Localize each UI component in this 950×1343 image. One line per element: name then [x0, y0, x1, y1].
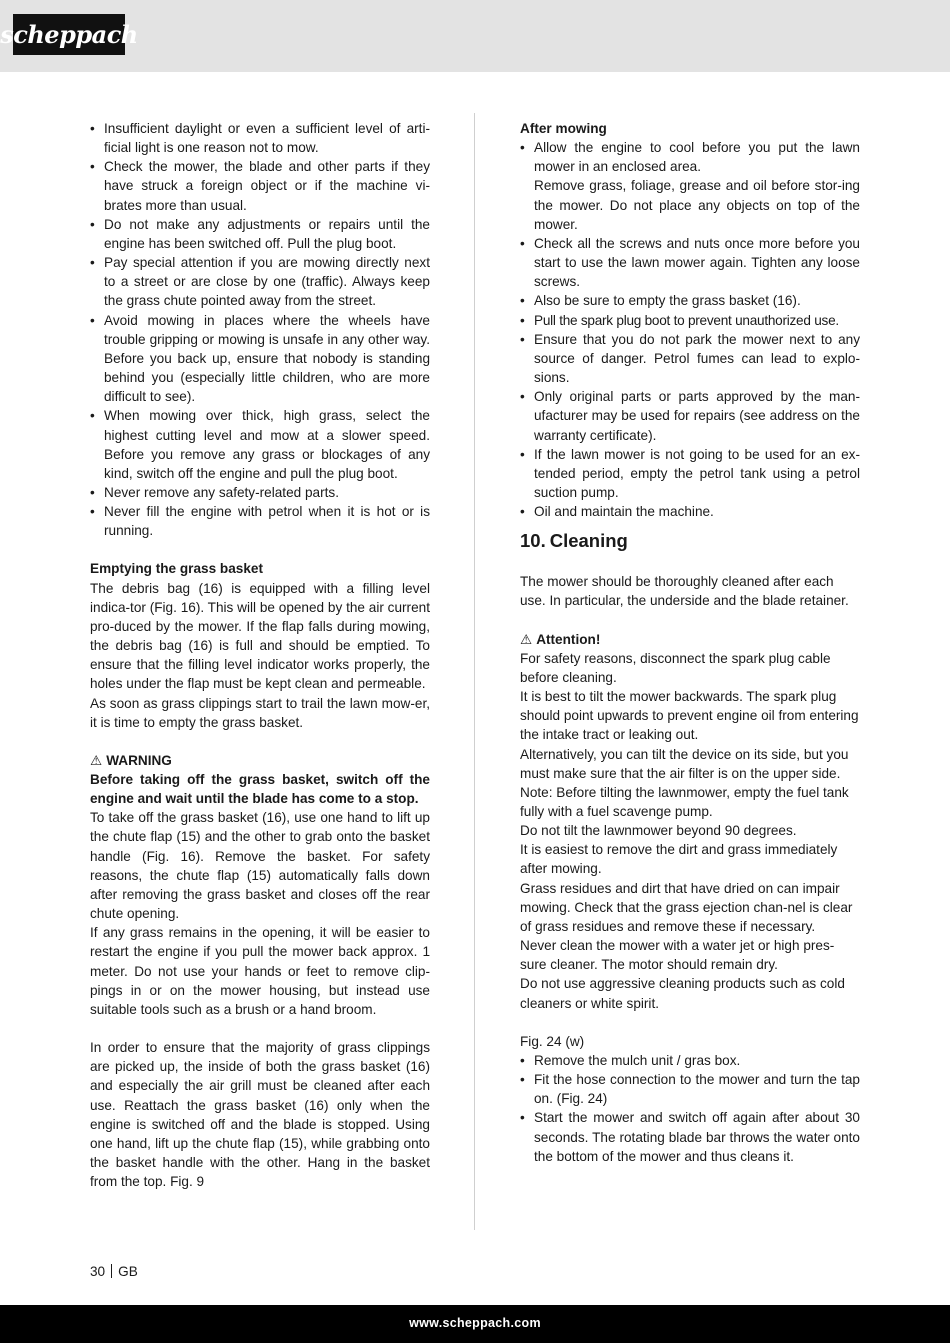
- page-header: [0, 0, 950, 72]
- emptying-paragraph: The debris bag (16) is equipped with a filling level indica-tor (Fig. 16). This will be opened by the air current pro-duced by the mower. If the flap falls during mowing, the debris bag (16) is full and should be emptied. To ensure that the filling level indicator works properly, the holes under the flap must be kept clean and permeable.: [90, 580, 430, 692]
- list-item: • Only original parts or parts approved by the man-ufacturer may be used for repairs (see address on the warranty certificate).: [520, 387, 860, 444]
- section-heading: [520, 529, 860, 553]
- attention-line: It is easiest to remove the dirt and grass immediately after mowing.: [520, 842, 838, 877]
- page-number-value: 30: [90, 1264, 106, 1279]
- safety-list: [90, 119, 430, 540]
- list-item: • Insufficient daylight or even a sufficient level of arti-ficial light is one reason not to mow.: [90, 119, 430, 157]
- list-item: • Avoid mowing in places where the wheels have trouble gripping or mowing is unsafe in any other way. Before you back up, ensure that nobody is standing behind you (especially little children, who are more difficult to see).: [90, 311, 430, 407]
- warning-triangle-icon: ⚠: [520, 631, 533, 647]
- column-divider: [474, 113, 475, 1230]
- website-link[interactable]: www.scheppach.com: [409, 1316, 541, 1330]
- cleaning-steps-list: [520, 1051, 860, 1166]
- scheppach-logo: scheppach: [13, 14, 125, 55]
- list-item-text: Allow the engine to cool before you put the lawn mower in an enclosed area.: [534, 140, 860, 175]
- attention-line: Do not tilt the lawnmower beyond 90 degrees.: [520, 823, 797, 839]
- list-item: • Do not make any adjustments or repairs until the engine has been switched off. Pull the plug boot.: [90, 215, 430, 253]
- attention-line: It is best to tilt the mower backwards. The spark plug should point upwards to prevent engine oil from entering the intake tract or leaking out.: [520, 689, 859, 743]
- attention-line: Grass residues and dirt that have dried on can impair mowing. Check that the grass ejection chan-nel is clear of grass residues and remove these if necessary.: [520, 880, 853, 934]
- section-number: 10.: [520, 530, 546, 552]
- list-item: • Ensure that you do not park the mower next to any source of danger. Petrol fumes can lead to explo-sions.: [520, 330, 860, 387]
- list-item-text: Remove grass, foliage, grease and oil before stor-ing the mower. Do not place any objects on top of the mower.: [534, 178, 860, 232]
- list-item: • If the lawn mower is not going to be used for an ex-tended period, empty the petrol tank using a petrol suction pump.: [520, 445, 860, 502]
- list-item: • Never fill the engine with petrol when it is hot or is running.: [90, 502, 430, 540]
- after-mowing-list: [520, 138, 860, 521]
- list-item: • Oil and maintain the machine.: [520, 502, 860, 521]
- list-item: • Pay special attention if you are mowing directly next to a street or are close by one (traffic). Always keep the grass chute pointed away from the street.: [90, 253, 430, 310]
- page-language: GB: [118, 1264, 138, 1279]
- after-mowing-heading: After mowing: [520, 121, 607, 136]
- reattach-paragraph: In order to ensure that the majority of grass clippings are picked up, the inside of both the grass basket (16) and especially the air grill must be cleaned after each use. Reattach the grass basket (16) only when the engine is switched off and the blade is stopped. Using one hand, lift up the chute flap (15), while grabbing onto the basket handle with the other. Hang in the basket from the top. Fig. 9: [90, 1040, 430, 1190]
- list-item: • Start the mower and switch off again after about 30 seconds. The rotating blade bar throws the water onto the bottom of the mower and thus cleans it.: [520, 1108, 860, 1165]
- list-item: • Pull the spark plug boot to prevent unauthorized use.: [520, 311, 860, 330]
- warning-paragraph-2: If any grass remains in the opening, it will be easier to restart the engine if you pull the mower back approx. 1 meter. Do not use your hands or feet to remove clip-pings in or on the mower housing, but instead use suitable tools such as a brush or a hand broom.: [90, 925, 430, 1017]
- section-title: Cleaning: [549, 530, 628, 552]
- page-footer: [0, 1305, 950, 1343]
- list-item: • Never remove any safety-related parts.: [90, 483, 430, 502]
- list-item: • Check all the screws and nuts once more before you start to use the lawn mower again. Tighten any loose screws.: [520, 234, 860, 291]
- list-item: • Also be sure to empty the grass basket (16).: [520, 291, 860, 310]
- figure-reference: Fig. 24 (w): [520, 1033, 585, 1049]
- page-number: [90, 1264, 138, 1279]
- attention-line: Alternatively, you can tilt the device on its side, but you must make sure that the air filter is on the upper side.: [520, 746, 849, 781]
- cleaning-intro: The mower should be thoroughly cleaned after each use. In particular, the underside and the blade retainer.: [520, 574, 849, 609]
- attention-line: Do not use aggressive cleaning products such as cold cleaners or white spirit.: [520, 976, 845, 1011]
- attention-label: Attention!: [536, 631, 601, 647]
- warning-paragraph: To take off the grass basket (16), use one hand to lift up the chute flap (15) and the other to grab onto the basket handle (Fig. 16). Remove the basket. For safety reasons, the chute flap (15) automatically falls down after removing the grass basket and closes off the rear chute opening.: [90, 810, 430, 922]
- page-separator: [111, 1264, 112, 1278]
- emptying-paragraph-2: As soon as grass clippings start to trail the lawn mow-er, it is time to empty the grass basket.: [90, 695, 430, 730]
- right-column: [520, 119, 860, 1166]
- list-item: • Check the mower, the blade and other parts if they have struck a foreign object or if the machine vi-brates more than usual.: [90, 157, 430, 214]
- emptying-heading: Emptying the grass basket: [90, 561, 263, 577]
- attention-line: Note: Before tilting the lawnmower, empty the fuel tank fully with a fuel scavenge pump.: [520, 784, 849, 819]
- warning-heading: [90, 751, 430, 770]
- warning-label: WARNING: [106, 752, 172, 768]
- list-item: • When mowing over thick, high grass, select the highest cutting level and mow at a slower speed. Before you remove any grass or blockages of any kind, switch off the engine and pull the plug boot.: [90, 406, 430, 483]
- attention-line: Never clean the mower with a water jet or high pres-sure cleaner. The motor should remain dry.: [520, 938, 835, 973]
- list-item: • Fit the hose connection to the mower and turn the tap on. (Fig. 24): [520, 1070, 860, 1108]
- warning-triangle-icon: ⚠: [90, 752, 103, 768]
- list-item: • Remove the mulch unit / gras box.: [520, 1051, 860, 1070]
- left-column: [90, 119, 430, 1191]
- attention-line: For safety reasons, disconnect the spark plug cable before cleaning.: [520, 650, 831, 685]
- warning-bold-text: Before taking off the grass basket, switch off the engine and wait until the blade has come to a stop.: [90, 772, 430, 807]
- list-item: [520, 138, 860, 234]
- attention-heading: [520, 630, 860, 649]
